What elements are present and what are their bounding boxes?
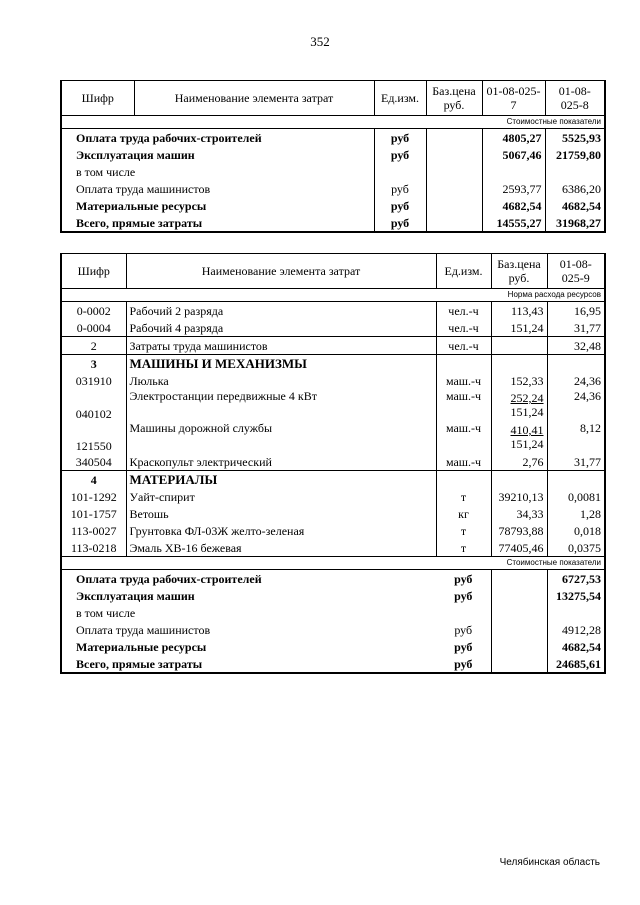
norm-value: 1,28	[547, 505, 605, 522]
norm-value: 0,0375	[547, 539, 605, 557]
table-row	[61, 372, 605, 389]
resource-unit: маш.-ч	[436, 421, 491, 453]
base-price: 34,33	[491, 505, 547, 522]
table-row	[61, 337, 605, 355]
cost-unit: руб	[436, 655, 491, 673]
base-price-cell	[491, 621, 547, 638]
value-col-7: 14555,27	[482, 214, 545, 232]
value-col-8: 5525,93	[545, 129, 605, 147]
header-code: Шифр	[61, 254, 126, 289]
value-col-7: 5067,46	[482, 146, 545, 163]
region-footer: Челябинская область	[499, 857, 600, 868]
table-row	[61, 355, 605, 373]
resource-name: Затраты труда машинистов	[126, 337, 436, 355]
header-unit: Ед.изм.	[374, 81, 426, 116]
norm-value: 0,0081	[547, 488, 605, 505]
table-row	[61, 214, 605, 232]
value-col-8: 6386,20	[545, 180, 605, 197]
cost-unit: руб	[454, 622, 473, 637]
base-price-cell	[491, 587, 547, 604]
base-price	[491, 337, 547, 355]
table-row	[61, 163, 605, 180]
base-price-cell	[426, 146, 482, 163]
cost-unit: руб	[374, 146, 426, 163]
base-price-value: 410,41	[510, 423, 544, 437]
resource-unit: маш.-ч	[436, 453, 491, 471]
cost-table-2	[60, 253, 606, 674]
base-price: 151,24	[491, 319, 547, 337]
resource-unit: маш.-ч	[436, 372, 491, 389]
table-row	[61, 621, 605, 638]
value-col-8: 31968,27	[545, 214, 605, 232]
value-col-7: 4805,27	[482, 129, 545, 147]
base-price-cell	[426, 180, 482, 197]
table-row	[61, 389, 605, 421]
base-price: 39210,13	[491, 488, 547, 505]
subheader-cost: Стоимостные показатели	[61, 116, 605, 129]
base-price-alt-value: 151,24	[510, 437, 544, 451]
table-row	[61, 180, 605, 197]
table-row	[61, 129, 605, 147]
value-col-9: 24685,61	[547, 655, 605, 673]
value-col-7	[482, 163, 545, 180]
table-row	[61, 505, 605, 522]
cost-item-name: в том числе	[61, 604, 436, 621]
resource-name: Эмаль ХВ-16 бежевая	[126, 539, 436, 557]
table-row	[61, 570, 605, 588]
resource-name: Грунтовка ФЛ-03Ж желто-зеленая	[126, 522, 436, 539]
norm-value: 32,48	[547, 337, 605, 355]
header-code: Шифр	[61, 81, 134, 116]
resource-code: 113-0218	[61, 539, 126, 557]
resource-code: 113-0027	[61, 522, 126, 539]
resource-name: Краскопульт электрический	[126, 453, 436, 471]
cost-unit: руб	[374, 129, 426, 147]
table-row	[61, 488, 605, 505]
resource-code: 040102	[61, 389, 126, 421]
resource-unit: кг	[436, 505, 491, 522]
cost-item-name: Всего, прямые затраты	[61, 214, 374, 232]
base-price-value: 252,24	[510, 391, 544, 405]
resource-code: 101-1292	[61, 488, 126, 505]
resource-unit: чел.-ч	[436, 337, 491, 355]
header-unit: Ед.изм.	[436, 254, 491, 289]
header-name: Наименование элемента затрат	[126, 254, 436, 289]
base-price: 78793,88	[491, 522, 547, 539]
resource-unit: т	[436, 539, 491, 557]
norm-value	[547, 355, 605, 373]
resource-code: 340504	[61, 453, 126, 471]
cost-item-name: в том числе	[61, 163, 374, 180]
table-row	[61, 587, 605, 604]
resource-unit	[436, 355, 491, 373]
cost-unit: руб	[454, 588, 473, 603]
norm-value: 8,12	[547, 421, 605, 453]
value-col-9: 6727,53	[547, 570, 605, 588]
value-col-8: 21759,80	[545, 146, 605, 163]
header-base-price: Баз.цена руб.	[426, 81, 482, 116]
resource-code: 2	[61, 337, 126, 355]
resource-unit: т	[436, 488, 491, 505]
cost-unit: руб	[374, 180, 426, 197]
norm-value: 0,018	[547, 522, 605, 539]
table-row	[61, 302, 605, 320]
resource-name: Машины дорожной службы	[126, 421, 436, 453]
header-base-price: Баз.цена руб.	[491, 254, 547, 289]
value-col-8: 4682,54	[545, 197, 605, 214]
table-row	[61, 522, 605, 539]
resource-unit: чел.-ч	[436, 302, 491, 320]
base-price-cell	[491, 570, 547, 588]
value-col-9: 4912,28	[547, 621, 605, 638]
table-row	[61, 539, 605, 557]
resource-name: Ветошь	[126, 505, 436, 522]
norm-value: 24,36	[547, 389, 605, 421]
base-price-cell	[491, 638, 547, 655]
base-price-cell	[426, 197, 482, 214]
table-row	[61, 146, 605, 163]
cost-item-name: Материальные ресурсы	[61, 197, 374, 214]
base-price-cell	[426, 163, 482, 180]
cost-unit: руб	[454, 571, 473, 586]
cost-item-name: Эксплуатация машин	[61, 146, 374, 163]
table-row	[61, 197, 605, 214]
header-col-9: 01-08-025-9	[547, 254, 605, 289]
base-price: 152,33	[491, 372, 547, 389]
base-price	[491, 389, 547, 421]
resource-name: Уайт-спирит	[126, 488, 436, 505]
value-col-9: 13275,54	[547, 587, 605, 604]
resource-code: 031910	[61, 372, 126, 389]
table-row	[61, 453, 605, 471]
value-col-7: 2593,77	[482, 180, 545, 197]
norm-value: 24,36	[547, 372, 605, 389]
table-row	[61, 655, 605, 673]
header-col-7: 01-08-025-7	[482, 81, 545, 116]
table-row	[61, 604, 605, 621]
resource-name: Электростанции передвижные 4 кВт	[126, 389, 436, 421]
norm-value: 16,95	[547, 302, 605, 320]
subheader-norm: Норма расхода ресурсов	[61, 289, 605, 302]
resource-code: 121550	[61, 421, 126, 453]
base-price: 113,43	[491, 302, 547, 320]
cost-item-name: Эксплуатация машин	[61, 587, 436, 604]
norm-value: 31,77	[547, 453, 605, 471]
resource-code: 101-1757	[61, 505, 126, 522]
cost-item-name: Всего, прямые затраты	[61, 655, 436, 673]
cost-unit	[374, 163, 426, 180]
table-row	[61, 421, 605, 453]
norm-value: 31,77	[547, 319, 605, 337]
base-price	[491, 355, 547, 373]
header-col-8: 01-08-025-8	[545, 81, 605, 116]
cost-item-name: Оплата труда машинистов	[61, 621, 436, 638]
resource-code: 3	[61, 355, 126, 373]
cost-item-name: Оплата труда рабочих-строителей	[61, 570, 436, 588]
resource-code: 4	[61, 471, 126, 489]
value-col-9: 4682,54	[547, 638, 605, 655]
cost-unit: руб	[374, 214, 426, 232]
cost-item-name: Оплата труда рабочих-строителей	[61, 129, 374, 147]
page-number: 352	[310, 34, 330, 49]
table-row	[61, 471, 605, 489]
cost-item-name: Материальные ресурсы	[61, 638, 436, 655]
cost-unit: руб	[374, 197, 426, 214]
resource-unit: т	[436, 522, 491, 539]
resource-name: Рабочий 2 разряда	[126, 302, 436, 320]
base-price-cell	[426, 129, 482, 147]
table-row	[61, 319, 605, 337]
resource-name: МАТЕРИАЛЫ	[126, 471, 436, 489]
resource-code: 0-0002	[61, 302, 126, 320]
value-col-7: 4682,54	[482, 197, 545, 214]
resource-unit: чел.-ч	[436, 319, 491, 337]
table-row	[61, 638, 605, 655]
base-price-cell	[491, 655, 547, 673]
base-price: 77405,46	[491, 539, 547, 557]
base-price	[491, 421, 547, 453]
resource-name: Рабочий 4 разряда	[126, 319, 436, 337]
value-col-8	[545, 163, 605, 180]
resource-unit	[436, 471, 491, 489]
resource-code: 0-0004	[61, 319, 126, 337]
resource-name: Люлька	[126, 372, 436, 389]
base-price-cell	[426, 214, 482, 232]
header-name: Наименование элемента затрат	[134, 81, 374, 116]
cost-table-1	[60, 80, 606, 233]
value-col-9	[547, 604, 605, 621]
cost-unit: руб	[454, 639, 473, 654]
resource-unit: маш.-ч	[436, 389, 491, 421]
resource-name: МАШИНЫ И МЕХАНИЗМЫ	[126, 355, 436, 373]
cost-item-name: Оплата труда машинистов	[61, 180, 374, 197]
base-price-cell	[491, 604, 547, 621]
cost-unit	[436, 604, 491, 621]
base-price-alt-value: 151,24	[510, 405, 544, 419]
base-price: 2,76	[491, 453, 547, 471]
subheader-cost: Стоимостные показатели	[61, 557, 605, 570]
norm-value	[547, 471, 605, 489]
base-price	[491, 471, 547, 489]
